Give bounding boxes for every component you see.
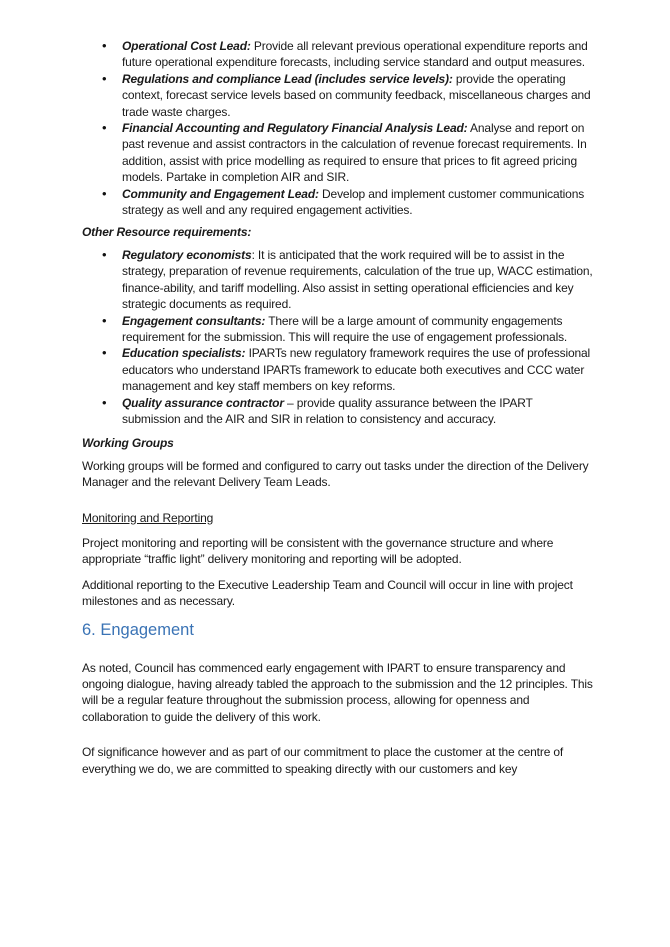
list-item [82, 345, 594, 394]
list-item [82, 120, 594, 186]
bullet-lead: Regulatory economists [122, 247, 252, 262]
list-item [82, 313, 594, 346]
document-page [82, 38, 594, 777]
engagement-paragraph-2: Of significance however and as part of our commitment to place the customer at the centre of everything we do, we are committed to speaking directly with our customers and key [82, 745, 564, 776]
bullet-lead: Community and Engagement Lead: [122, 186, 319, 201]
list-item [82, 38, 594, 71]
bullet-text: IPARTs new regulatory framework requires the use of professional educators who understand IPARTs framework to educate both executives and CCC water management and key staff members on key reforms. [122, 346, 591, 394]
list-item [82, 186, 594, 219]
bullet-lead: Financial Accounting and Regulatory Financial Analysis Lead: [122, 121, 468, 136]
monitoring-paragraph-2: Additional reporting to the Executive Leadership Team and Council will occur in line with project milestones and as necessary. [82, 577, 573, 609]
bullet-text: There will be a large amount of community engagements requirement for the submission. This will require the use of engagement professionals. [122, 313, 568, 344]
bullet-lead: Engagement consultants: [122, 313, 266, 328]
list-item [82, 247, 594, 313]
bullet-text: – provide quality assurance between the IPART submission and the AIR and SIR in relation to consistency and accuracy. [122, 395, 533, 426]
other-resources-heading: Other Resource requirements: [82, 225, 252, 240]
list-item [82, 71, 594, 120]
other-resources-list [82, 247, 594, 427]
section-heading-engagement: 6. Engagement [82, 620, 194, 639]
bullet-text: provide the operating context, forecast service levels based on community feedback, miscellaneous charges and trade waste charges. [122, 71, 591, 119]
working-groups-heading: Working Groups [82, 436, 174, 451]
bullet-text: : It is anticipated that the work required will be to assist in the strategy, preparation of revenue requirements, calculation of the true up, WACC estimation, finance-ability, and tariff modelling. Also assist in setting operational efficiencies and key strategic documents as required. [122, 247, 593, 312]
bullet-lead: Quality assurance contractor [122, 395, 284, 410]
bullet-text: Analyse and report on past revenue and assist contractors in the calculation of revenue forecast requirements. In addition, assist with price modelling as required to ensure that prices to fit agreed pricing models. Partake in completion AIR and SIR. [122, 121, 587, 185]
working-groups-paragraph: Working groups will be formed and configured to carry out tasks under the direction of the Delivery Manager and the relevant Delivery Team Leads. [82, 458, 589, 490]
bullet-lead: Education specialists: [122, 346, 246, 361]
monitoring-heading: Monitoring and Reporting [82, 510, 214, 525]
engagement-paragraph-1: As noted, Council has commenced early engagement with IPART to ensure transparency and ongoing dialogue, having already tabled the approach to the submission and the 12 principles. This will be a regular feature throughout the submission process, allowing for openness and collaboration to guide the delivery of this work. [82, 660, 593, 724]
list-item [82, 395, 594, 428]
bullet-text: Develop and implement customer communications strategy as well and any required engagement activities. [122, 186, 585, 218]
bullet-text: Provide all relevant previous operational expenditure reports and future operational expenditure forecasts, including service standard and output measures. [122, 39, 588, 70]
cost-leads-list [82, 38, 594, 218]
bullet-lead: Operational Cost Lead: [122, 39, 251, 53]
bullet-lead: Regulations and compliance Lead (includes service levels): [122, 71, 453, 86]
monitoring-paragraph-1: Project monitoring and reporting will be consistent with the governance structure and where appropriate “traffic light” delivery monitoring and reporting will be adopted. [82, 535, 554, 567]
